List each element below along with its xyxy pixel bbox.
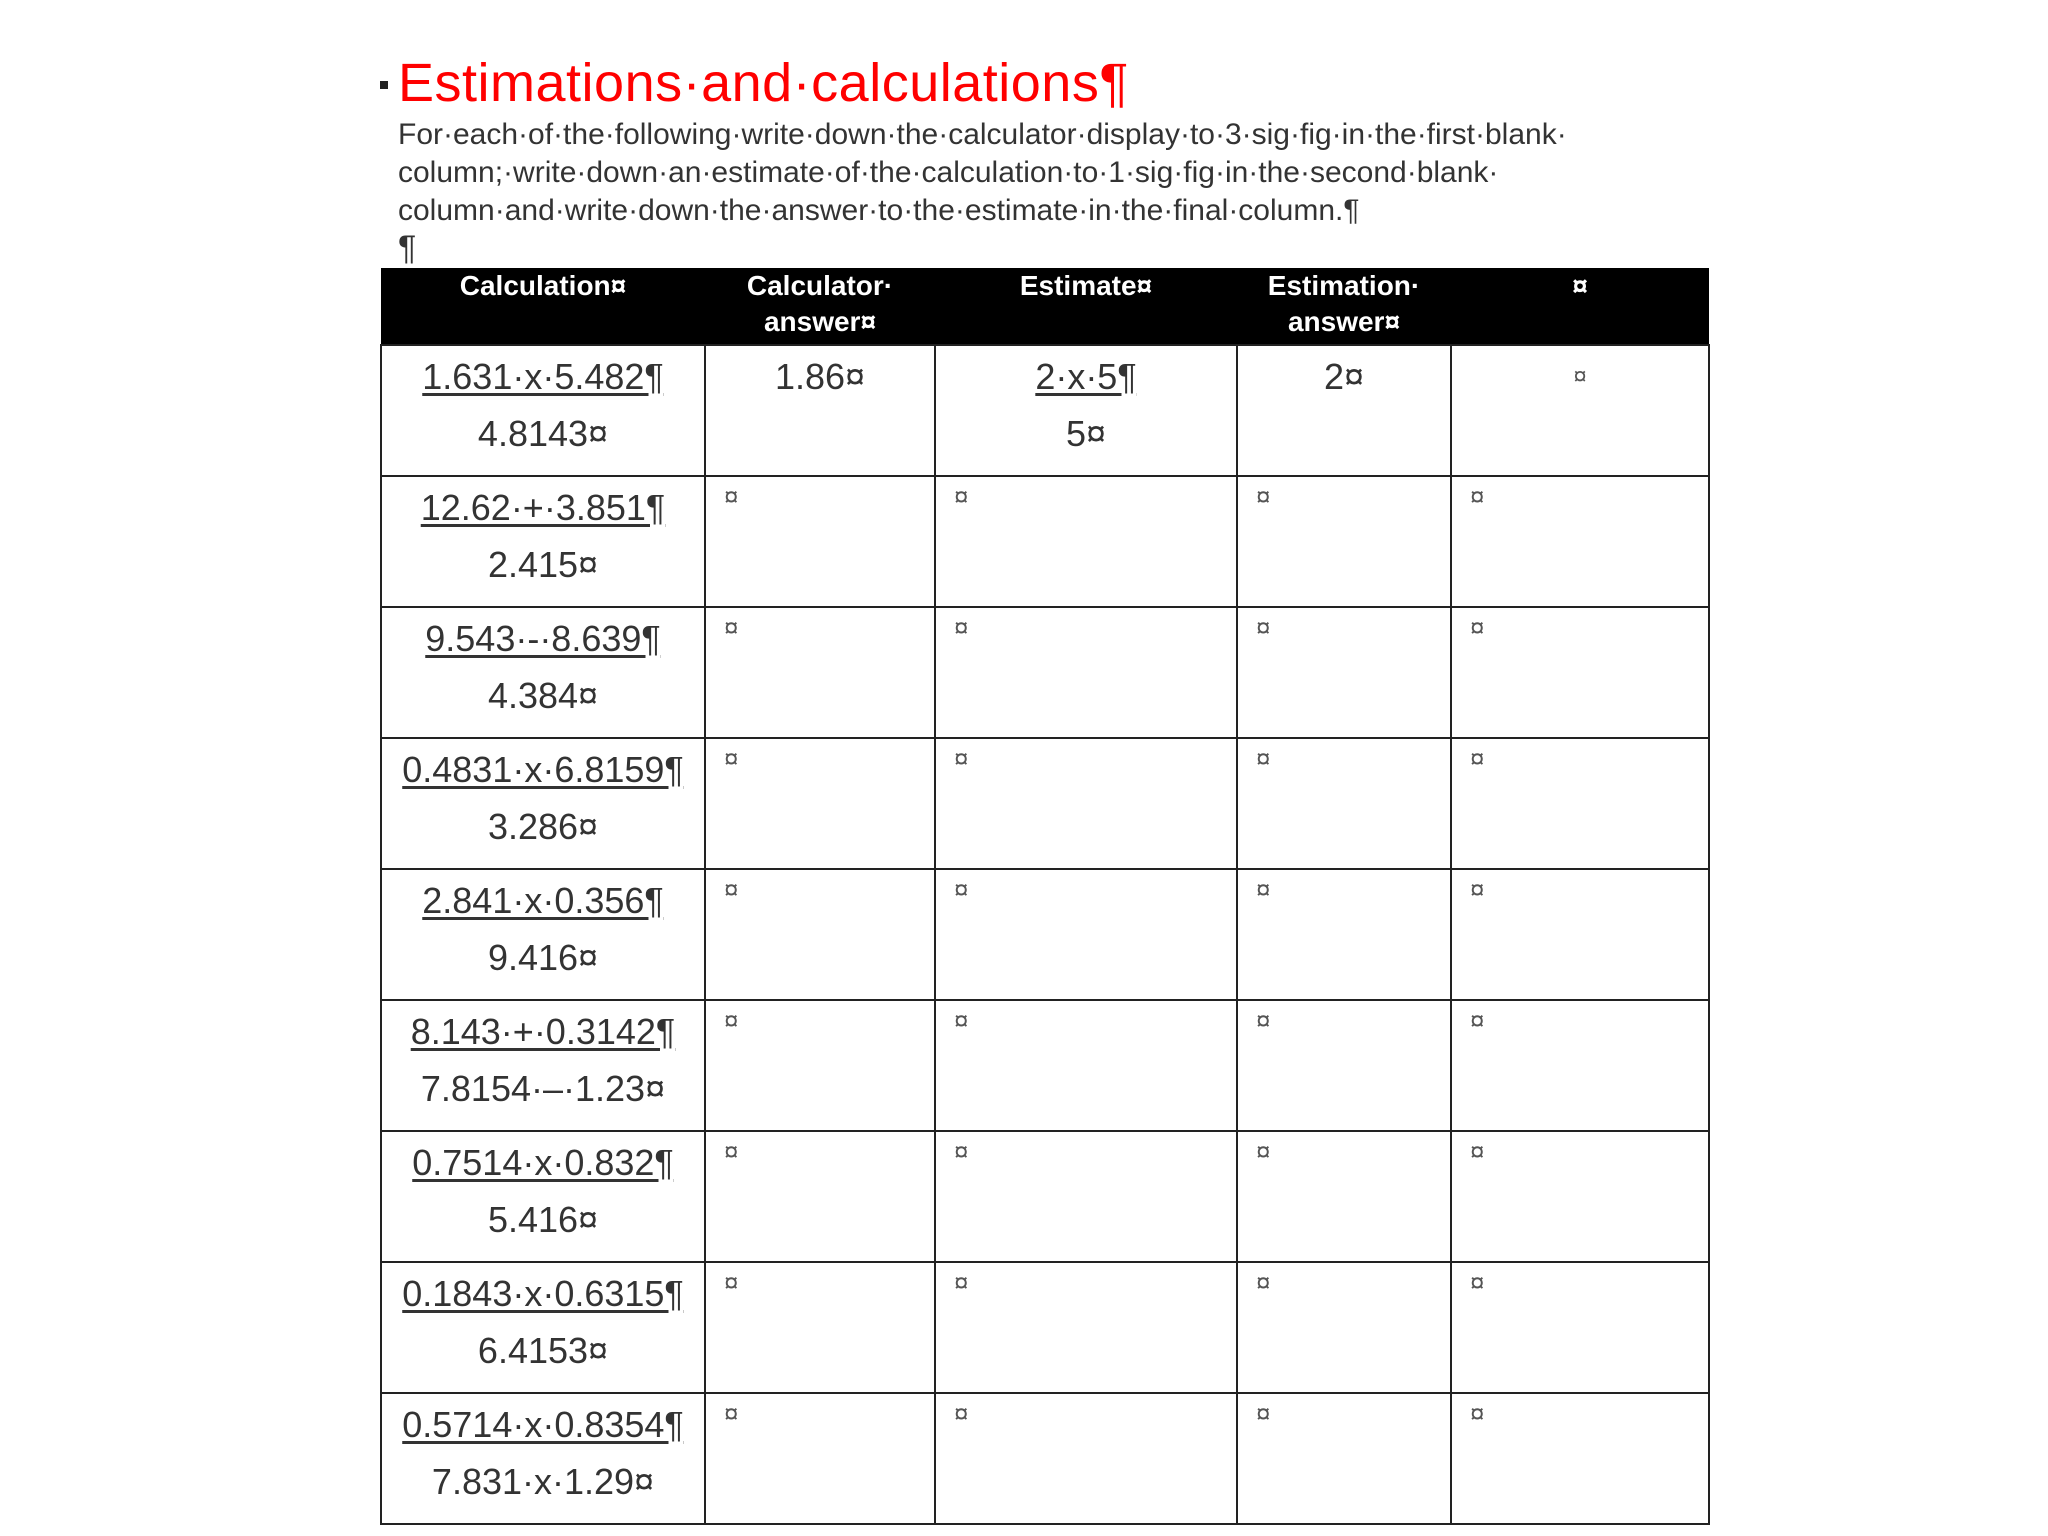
cell-end-mark: ¤ <box>954 743 969 773</box>
instructions-line-2: column;·write·down·an·estimate·of·the·calculation·to·1·sig·fig·in·the·second·blank· <box>398 156 1499 189</box>
table-row <box>381 476 1709 607</box>
calculation-cell[interactable] <box>381 1393 705 1524</box>
calculation-cell[interactable] <box>381 345 705 476</box>
instructions-line-3: column·and·write·down·the·answer·to·the·estimate·in·the·final·column.¶ <box>398 194 1360 227</box>
cell-end-mark: ¤ <box>724 481 739 511</box>
calculation-divisor: 7.831·x·1.29¤ <box>431 1461 655 1502</box>
calculator-answer-cell[interactable] <box>705 738 935 869</box>
header-estimation-answer: Estimation· answer¤ <box>1237 268 1451 345</box>
header-calculator-answer: Calculator· answer¤ <box>705 268 935 345</box>
instructions <box>398 116 1698 230</box>
header-estimate: Estimate¤ <box>935 268 1237 345</box>
table-row <box>381 607 1709 738</box>
cell-end-mark: ¤ <box>724 743 739 773</box>
cell-end-mark: ¤ <box>1256 612 1271 642</box>
estimation-answer-cell[interactable] <box>1237 1393 1451 1524</box>
cell-end-mark: ¤ <box>954 612 969 642</box>
instructions-line-1: For·each·of·the·following·write·down·the·calculator·display·to·3·sig·fig·in·the·first·blank· <box>398 118 1567 151</box>
calculator-answer-cell[interactable] <box>705 345 935 476</box>
calculation-divisor: 6.4153¤ <box>477 1330 609 1371</box>
calculator-answer-cell[interactable] <box>705 476 935 607</box>
table-row <box>381 1000 1709 1131</box>
calculation-cell[interactable] <box>381 1000 705 1131</box>
extra-cell[interactable] <box>1451 1000 1709 1131</box>
cell-end-mark: ¤ <box>954 481 969 511</box>
cell-end-mark: ¤ <box>1470 481 1485 511</box>
calculation-expression: 0.5714·x·0.8354¶ <box>402 1404 684 1445</box>
cell-end-mark: ¤ <box>724 1136 739 1166</box>
cell-end-mark: ¤ <box>1470 1005 1485 1035</box>
calculation-divisor: 3.286¤ <box>487 806 599 847</box>
calculation-expression: 0.4831·x·6.8159¶ <box>402 749 684 790</box>
calculation-divisor: 9.416¤ <box>487 937 599 978</box>
calculation-expression: 0.1843·x·0.6315¶ <box>402 1273 684 1314</box>
calculation-cell[interactable] <box>381 738 705 869</box>
calculation-expression: 9.543·-·8.639¶ <box>425 618 661 659</box>
estimation-answer-cell[interactable] <box>1237 476 1451 607</box>
extra-cell[interactable] <box>1451 738 1709 869</box>
table-header-row <box>381 268 1709 345</box>
cell-end-mark: ¤ <box>954 874 969 904</box>
cell-end-mark: ¤ <box>1470 743 1485 773</box>
table-row <box>381 869 1709 1000</box>
cell-end-mark: ¤ <box>954 1136 969 1166</box>
calculator-answer-cell[interactable] <box>705 1000 935 1131</box>
extra-cell[interactable] <box>1451 476 1709 607</box>
estimate-cell[interactable] <box>935 1393 1237 1524</box>
cell-end-mark: ¤ <box>1256 874 1271 904</box>
estimate-cell[interactable] <box>935 607 1237 738</box>
cell-end-mark: ¤ <box>724 1267 739 1297</box>
cell-end-mark: ¤ <box>1256 1267 1271 1297</box>
cell-end-mark: ¤ <box>1573 363 1587 390</box>
bullet-marker <box>380 81 388 89</box>
calculator-answer: 1.86¤ <box>774 356 866 397</box>
table-row <box>381 1262 1709 1393</box>
estimation-answer-cell[interactable] <box>1237 869 1451 1000</box>
calculator-answer-cell[interactable] <box>705 607 935 738</box>
calculator-answer-cell[interactable] <box>705 869 935 1000</box>
estimation-table <box>380 268 1710 1525</box>
calculator-answer-cell[interactable] <box>705 1262 935 1393</box>
estimate-cell[interactable] <box>935 1262 1237 1393</box>
table-row <box>381 1393 1709 1524</box>
cell-end-mark: ¤ <box>724 1005 739 1035</box>
estimation-answer-cell[interactable] <box>1237 345 1451 476</box>
extra-cell[interactable] <box>1451 1393 1709 1524</box>
extra-cell[interactable] <box>1451 607 1709 738</box>
calculation-cell[interactable] <box>381 476 705 607</box>
estimate-cell[interactable] <box>935 345 1237 476</box>
calculation-expression: 0.7514·x·0.832¶ <box>412 1142 674 1183</box>
cell-end-mark: ¤ <box>1470 612 1485 642</box>
cell-end-mark: ¤ <box>1470 1267 1485 1297</box>
estimate-cell[interactable] <box>935 1131 1237 1262</box>
header-extra: ¤ <box>1451 268 1709 345</box>
calculator-answer-cell[interactable] <box>705 1131 935 1262</box>
estimate-cell[interactable] <box>935 1000 1237 1131</box>
estimate-expression: 2·x·5¶ <box>1035 356 1137 397</box>
extra-cell[interactable] <box>1451 1131 1709 1262</box>
cell-end-mark: ¤ <box>1256 743 1271 773</box>
calculation-expression: 1.631·x·5.482¶ <box>422 356 664 397</box>
estimate-cell[interactable] <box>935 738 1237 869</box>
cell-end-mark: ¤ <box>1470 1398 1485 1428</box>
table-body <box>381 345 1709 1524</box>
estimate-cell[interactable] <box>935 476 1237 607</box>
cell-end-mark: ¤ <box>1470 874 1485 904</box>
estimation-answer-cell[interactable] <box>1237 607 1451 738</box>
estimate-divisor: 5¤ <box>1065 413 1107 454</box>
cell-end-mark: ¤ <box>954 1398 969 1428</box>
calculation-expression: 8.143·+·0.3142¶ <box>410 1011 676 1052</box>
cell-end-mark: ¤ <box>724 612 739 642</box>
cell-end-mark: ¤ <box>724 1398 739 1428</box>
cell-end-mark: ¤ <box>1256 1398 1271 1428</box>
cell-end-mark: ¤ <box>954 1005 969 1035</box>
estimation-answer-cell[interactable] <box>1237 1131 1451 1262</box>
empty-paragraph-mark: ¶ <box>398 229 417 267</box>
calculation-divisor: 2.415¤ <box>487 544 599 585</box>
cell-end-mark: ¤ <box>724 874 739 904</box>
calculation-expression: 12.62·+·3.851¶ <box>420 487 666 528</box>
cell-end-mark: ¤ <box>1256 481 1271 511</box>
calculation-cell[interactable] <box>381 869 705 1000</box>
extra-cell[interactable] <box>1451 345 1709 476</box>
cell-end-mark: ¤ <box>954 1267 969 1297</box>
calculation-expression: 2.841·x·0.356¶ <box>422 880 664 921</box>
calculation-divisor: 4.8143¤ <box>477 413 609 454</box>
calculation-divisor: 5.416¤ <box>487 1199 599 1240</box>
header-calculation: Calculation¤ <box>381 268 705 345</box>
page-title: Estimations·and·calculations¶ <box>398 53 1129 113</box>
estimation-answer-cell[interactable] <box>1237 1000 1451 1131</box>
estimation-answer-cell[interactable] <box>1237 1262 1451 1393</box>
calculation-cell[interactable] <box>381 1131 705 1262</box>
table-row <box>381 1131 1709 1262</box>
calculation-cell[interactable] <box>381 1262 705 1393</box>
calculation-divisor: 4.384¤ <box>487 675 599 716</box>
table-row <box>381 345 1709 476</box>
calculator-answer-cell[interactable] <box>705 1393 935 1524</box>
extra-cell[interactable] <box>1451 1262 1709 1393</box>
calculation-divisor: 7.8154·–·1.23¤ <box>420 1068 666 1109</box>
table-row <box>381 738 1709 869</box>
estimation-answer-cell[interactable] <box>1237 738 1451 869</box>
extra-cell[interactable] <box>1451 869 1709 1000</box>
estimate-cell[interactable] <box>935 869 1237 1000</box>
estimation-answer: 2¤ <box>1323 356 1365 397</box>
cell-end-mark: ¤ <box>1256 1005 1271 1035</box>
cell-end-mark: ¤ <box>1470 1136 1485 1166</box>
cell-end-mark: ¤ <box>1256 1136 1271 1166</box>
calculation-cell[interactable] <box>381 607 705 738</box>
